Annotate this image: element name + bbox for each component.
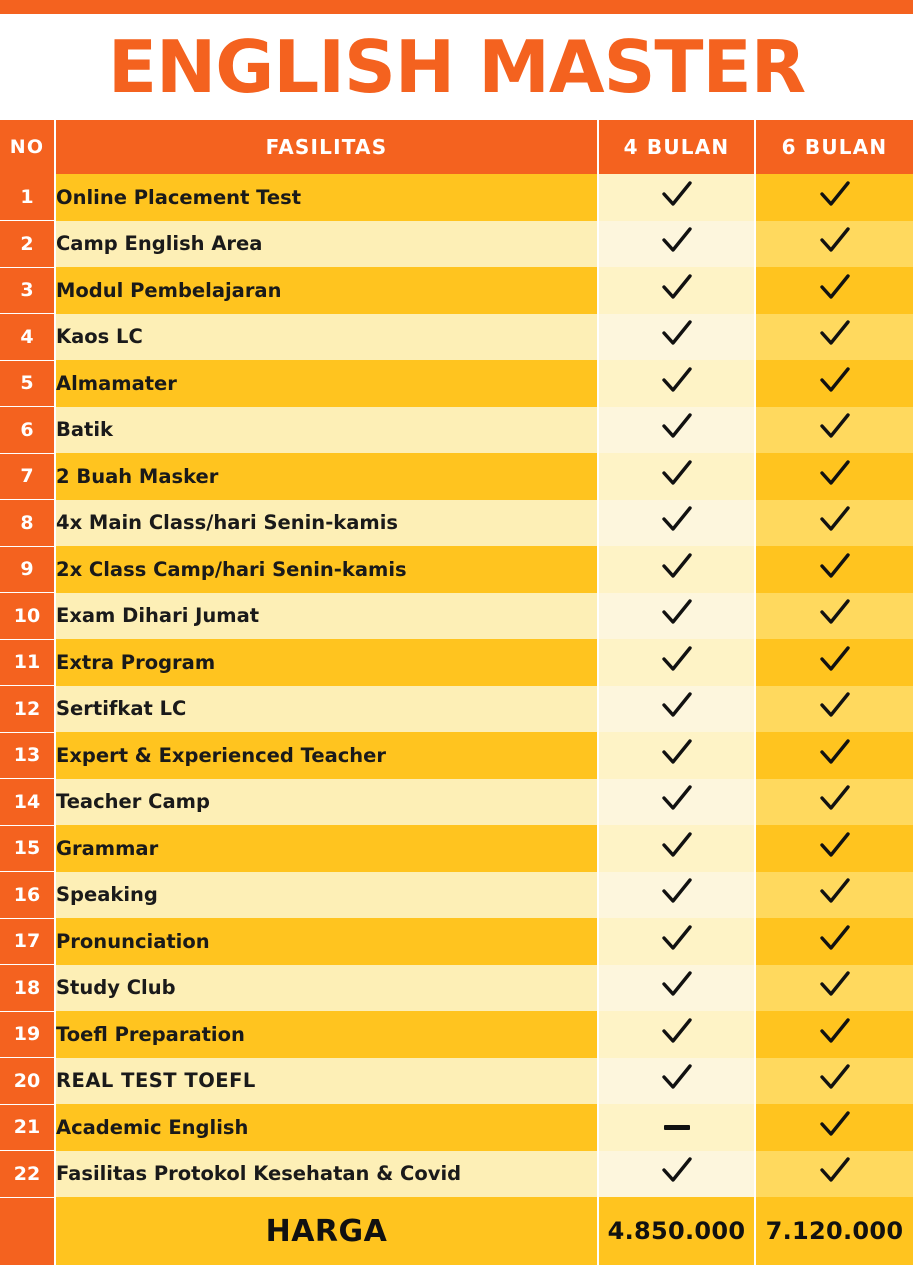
plan2-cell [755,639,913,686]
table-row [0,686,913,733]
check-icon [660,317,694,351]
footer-no-cell [0,1197,55,1265]
plan1-cell [598,872,755,919]
row-number: 2 [0,221,55,268]
check-icon [818,178,852,212]
plan2-cell [755,593,913,640]
table-row [0,314,913,361]
plan2-cell [755,314,913,361]
table-row [0,639,913,686]
plan2-cell [755,1104,913,1151]
facility-label: 2 Buah Masker [55,453,598,500]
facility-label: Extra Program [55,639,598,686]
table-row [0,825,913,872]
facility-label: 4x Main Class/hari Senin-kamis [55,500,598,547]
plan1-cell [598,965,755,1012]
row-number: 17 [0,918,55,965]
table-row [0,779,913,826]
check-icon [660,782,694,816]
check-icon [660,178,694,212]
row-number: 7 [0,453,55,500]
check-icon [660,271,694,305]
facility-label: Camp English Area [55,221,598,268]
row-number: 22 [0,1151,55,1198]
plan2-cell [755,1058,913,1105]
plan1-cell [598,918,755,965]
facility-label: Academic English [55,1104,598,1151]
check-icon [818,224,852,258]
table-header [0,120,913,174]
facility-label: REAL TEST TOEFL [55,1058,598,1105]
plan1-cell [598,732,755,779]
pricing-table [0,120,913,1265]
check-icon [818,736,852,770]
table-row [0,1011,913,1058]
plan2-cell [755,500,913,547]
check-icon [660,410,694,444]
plan2-cell [755,825,913,872]
footer-price-plan1: 4.850.000 [598,1197,755,1265]
table-row [0,1058,913,1105]
plan2-cell [755,1011,913,1058]
facility-label: Expert & Experienced Teacher [55,732,598,779]
plan2-cell [755,546,913,593]
plan2-cell [755,221,913,268]
check-icon [818,364,852,398]
table-row [0,546,913,593]
check-icon [660,643,694,677]
row-number: 3 [0,267,55,314]
facility-label: Fasilitas Protokol Kesehatan & Covid [55,1151,598,1198]
check-icon [660,1154,694,1188]
plan1-cell [598,1104,755,1151]
check-icon [818,1015,852,1049]
facility-label: Almamater [55,360,598,407]
check-icon [660,224,694,258]
row-number: 16 [0,872,55,919]
table-row [0,221,913,268]
row-number: 21 [0,1104,55,1151]
title-band [0,14,913,120]
row-number: 6 [0,407,55,454]
row-number: 19 [0,1011,55,1058]
plan1-cell [598,546,755,593]
facility-label: Study Club [55,965,598,1012]
check-icon [818,922,852,956]
check-icon [818,689,852,723]
facility-label: Pronunciation [55,918,598,965]
check-icon [818,596,852,630]
table-footer [0,1197,913,1265]
facility-label: Speaking [55,872,598,919]
check-icon [818,829,852,863]
column-header-facility: FASILITAS [55,120,598,174]
plan1-cell [598,360,755,407]
plan2-cell [755,360,913,407]
check-icon [660,550,694,584]
plan1-cell [598,1011,755,1058]
top-accent-bar [0,0,913,14]
table-row [0,267,913,314]
facility-label: Online Placement Test [55,174,598,221]
row-number: 9 [0,546,55,593]
plan1-cell [598,593,755,640]
check-icon [660,457,694,491]
check-icon [818,317,852,351]
dash-icon [664,1125,690,1130]
check-icon [660,968,694,1002]
plan2-cell [755,732,913,779]
check-icon [818,1061,852,1095]
plan1-cell [598,221,755,268]
row-number: 18 [0,965,55,1012]
facility-label: Exam Dihari Jumat [55,593,598,640]
check-icon [660,1015,694,1049]
plan1-cell [598,174,755,221]
table-row [0,593,913,640]
check-icon [818,550,852,584]
row-number: 15 [0,825,55,872]
table-row [0,360,913,407]
plan2-cell [755,779,913,826]
check-icon [660,364,694,398]
plan2-cell [755,918,913,965]
table-row [0,872,913,919]
plan2-cell [755,407,913,454]
facility-label: Sertifkat LC [55,686,598,733]
check-icon [660,596,694,630]
row-number: 10 [0,593,55,640]
facility-label: Batik [55,407,598,454]
table-row [0,1104,913,1151]
row-number: 8 [0,500,55,547]
check-icon [660,503,694,537]
check-icon [818,271,852,305]
facility-label: Toefl Preparation [55,1011,598,1058]
row-number: 4 [0,314,55,361]
table-row [0,965,913,1012]
facility-label: 2x Class Camp/hari Senin-kamis [55,546,598,593]
row-number: 20 [0,1058,55,1105]
plan2-cell [755,1151,913,1198]
table-body [0,174,913,1197]
row-number: 12 [0,686,55,733]
table-row [0,500,913,547]
plan1-cell [598,1151,755,1198]
facility-label: Teacher Camp [55,779,598,826]
table-row [0,453,913,500]
check-icon [818,410,852,444]
plan2-cell [755,267,913,314]
plan2-cell [755,872,913,919]
table-row [0,1151,913,1198]
check-icon [818,1108,852,1142]
facility-label: Kaos LC [55,314,598,361]
plan1-cell [598,779,755,826]
row-number: 11 [0,639,55,686]
check-icon [818,1154,852,1188]
check-icon [818,503,852,537]
check-icon [818,875,852,909]
plan1-cell [598,639,755,686]
check-icon [818,643,852,677]
table-row [0,918,913,965]
facility-label: Modul Pembelajaran [55,267,598,314]
check-icon [660,689,694,723]
check-icon [818,968,852,1002]
check-icon [660,829,694,863]
plan2-cell [755,453,913,500]
plan1-cell [598,825,755,872]
plan1-cell [598,686,755,733]
plan1-cell [598,407,755,454]
plan2-cell [755,965,913,1012]
plan1-cell [598,453,755,500]
footer-price-plan2: 7.120.000 [755,1197,913,1265]
check-icon [660,1061,694,1095]
row-number: 14 [0,779,55,826]
row-number: 5 [0,360,55,407]
check-icon [818,782,852,816]
row-number: 13 [0,732,55,779]
plan1-cell [598,1058,755,1105]
column-header-plan2: 6 BULAN [755,120,913,174]
column-header-plan1: 4 BULAN [598,120,755,174]
check-icon [818,457,852,491]
check-icon [660,922,694,956]
plan2-cell [755,174,913,221]
facility-label: Grammar [55,825,598,872]
check-icon [660,875,694,909]
plan1-cell [598,500,755,547]
table-row [0,732,913,779]
column-header-no: NO [0,120,55,174]
row-number: 1 [0,174,55,221]
page-title: ENGLISH MASTER [107,25,806,109]
plan1-cell [598,314,755,361]
plan2-cell [755,686,913,733]
plan1-cell [598,267,755,314]
table-row [0,407,913,454]
check-icon [660,736,694,770]
footer-price-label: HARGA [55,1197,598,1265]
table-row [0,174,913,221]
